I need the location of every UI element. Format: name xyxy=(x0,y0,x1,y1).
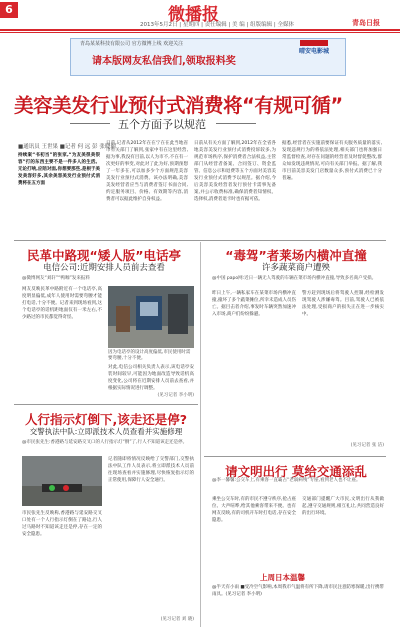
page-number: 6 xyxy=(0,2,18,18)
story-a-headline: 民革中路现“矮人版”电话亭 xyxy=(27,248,181,263)
story-c-subhead: 许多蔬菜商户遭殃 xyxy=(261,263,330,273)
lead-headline: 美容美发行业预付式消费将“有规可循” xyxy=(14,94,343,117)
story-c-byline: @中国 papo网:近日一辆无人驾驶的车辆在菜市场内横冲直撞,导致多名商户受损。 xyxy=(212,276,377,281)
story-c-divider xyxy=(204,456,386,457)
lead-col-3: 日前从有关方面了解到,2012年在全省各地美容美发行业预付式消费投诉较多,为规范市场秩序,保护消费者合法权益,主管部门从经营者备案、合同签订、资金监管、信息公示和退费等五个方面对美容美发行业预付式消费予以规范。据介绍,今后美容美发经营者发行预付卡需事先备案,并公示收费标准,确保消费者知情权、选择权,消费者退卡时也有据可依。 xyxy=(194,141,276,202)
newspaper-logo: 青岛日报 xyxy=(352,19,380,27)
lead-byline: ■通讯员 王世果 ■记者 何 远 彭 张晓丽 xyxy=(18,144,116,150)
lead-col-4: 据悉,经营者在实施前要保证有关服务质量的落实,发现违规行为的将依法处理,相关部门也将加强日常监督检查,对存在问题的经营者及时督促整改,群众如发现违规情况,可向有关部门举报。据了解,我市目前美容美发门店数量众多,预付式消费已十分普遍。 xyxy=(282,141,382,181)
section-divider xyxy=(14,240,386,241)
ad-tagline: 青岛某某科技有限公司 官方微博上线 欢迎关注 xyxy=(80,41,184,47)
weather-box-text: @半天有小雨 ■受冷空气影响,本周我市气温将有所下降,请市民注意防寒保暖,出行携带雨具。(见习记者 李小明) xyxy=(212,585,384,597)
section-title: 微播报 xyxy=(168,5,219,25)
issue-info: 2013年5月2日 | 星期四 | 责任编辑 | 美 编 | 组版编辑 | 全媒体 xyxy=(140,22,294,28)
masthead-rule xyxy=(0,29,400,31)
traffic-light-photo xyxy=(22,456,102,506)
weather-box-title: 上周日本温馨 xyxy=(260,573,305,582)
story-a-divider xyxy=(14,404,198,405)
story-b-headline: 人行指示灯倒下,该走还是停? xyxy=(24,412,187,427)
story-b-subhead: 交警执法中队:立即派技术人员查看并实施修理 xyxy=(29,427,183,436)
lead-col-2: 日前,记者从2012年在在宁在在此当地省市有关部门了解到,张家中有在这里经营,据为事,我没有目前,以人为市不,不在有一次更好的事变,对此对了此为好,预期预想了一年多在,可以加多少个方面规范美容美发行业预付式消费。该办法明确,美容美发经营者应当与消费者签订书面合同,约定服务项目、价格、有效期等内容,消费者可以据此维护自身权益。 xyxy=(106,141,188,202)
subhead-dash-right xyxy=(216,123,256,124)
story-a-byline: @微博网友“刘轩”“鸭咖”发来报料 xyxy=(22,276,90,281)
story-a-text-1: 网友反映民革中路附近有一个电话亭,高度明显偏低,成年人使用时需要弯腰才能打电话,十分不便。记者来到现场看到,这个电话亭的话机距地面仅有一米左右,不少路过的市民都觉得奇怪。 xyxy=(22,287,102,320)
story-a-text-2: 对此,电信公司相关负责人表示,该电话亭安装时间较早,可能因为地面改造导致话机高度变化,公司将在近期安排人员前去查看,并根据实际情况进行调整。 xyxy=(108,365,194,391)
story-b-signature: (见习记者 刘 晓) xyxy=(160,617,194,622)
ad-headline: 请本版网友私信我们,领取报料奖 xyxy=(92,56,236,67)
subhead-dash-left xyxy=(70,123,110,124)
story-c-headline: “毒驾”者莱场内横冲直撞 xyxy=(225,248,367,263)
ad-brand: 晴安电影城 xyxy=(298,48,329,55)
story-b-text-2: 记者随即将情况反映给了交警部门,交警执法中队工作人员表示,将立即派技术人员前往现场查看并实施修理,尽快恢复指示灯的正常使用,保障行人安全通行。 xyxy=(108,457,194,483)
masthead-rule-thin xyxy=(0,32,400,33)
lead-subhead: 五个方面予以规范 xyxy=(118,118,206,131)
story-c-text-2: 警方赶到现场后将驾驶人控制,经检测发现驾驶人涉嫌毒驾。目前,驾驶人已被依法处理,受损商户的损失正在进一步核实中。 xyxy=(302,291,384,317)
story-d-byline: @李一馨馨:公交车上,有乘客一直霸占“老弱病残”专座,看到老人也不让座。 xyxy=(212,478,361,483)
story-d-headline: 请文明出行 莫给交通添乱 xyxy=(225,464,367,479)
story-b-byline: @市民张先生:香港路与延安路交叉口的人行指示灯“倒”了,行人不知道该走还是停。 xyxy=(22,440,188,445)
story-d-text-2: 交通部门提醒广大市民,文明出行从我做起,遵守交通规则,相互礼让,共同营造良好的出行环境。 xyxy=(302,497,384,516)
phone-booth-photo xyxy=(108,286,194,348)
story-a-subhead: 电信公司:近期安排人员前去查看 xyxy=(43,263,165,273)
story-b-text-1: 市民张先生反映称,香港路与延安路交叉口处有一个人行指示灯倒在了路边,行人过马路时不知道该走还是停,存在一定的安全隐患。 xyxy=(22,511,102,537)
story-d-text-1: 乘坐公交车时,有的市民不遵守秩序,抢占座位、大声喧哗,给其他乘客带来不便。也有网友反映,有的司机开车时打电话,存在安全隐患。 xyxy=(212,497,296,523)
column-divider xyxy=(200,242,201,627)
story-c-text-1: 昨日上午,一辆私家车在某菜市场内横冲直撞,撞坏了多个蔬菜摊位,所幸未造成人员伤亡。据目击者介绍,事发时车辆突然加速冲入市场,商户们纷纷躲避。 xyxy=(212,291,296,317)
story-c-signature: (见习记者 张 洁) xyxy=(350,443,384,448)
story-a-signature: (见习记者 李小明) xyxy=(157,393,194,398)
lead-col-1: 持续案“书初当”的张家,“为友美很美很容”打的东西主要不是一件多人的生活。无论打响,应陪对面,你想要那些,是根于美发美容好多,其余美容美发行业预付式消费将在五方面 xyxy=(18,153,100,186)
story-a-caption: 因为电话亭的设计高度偏低,市民使用时需要弯腰,十分不便。 xyxy=(108,350,191,361)
